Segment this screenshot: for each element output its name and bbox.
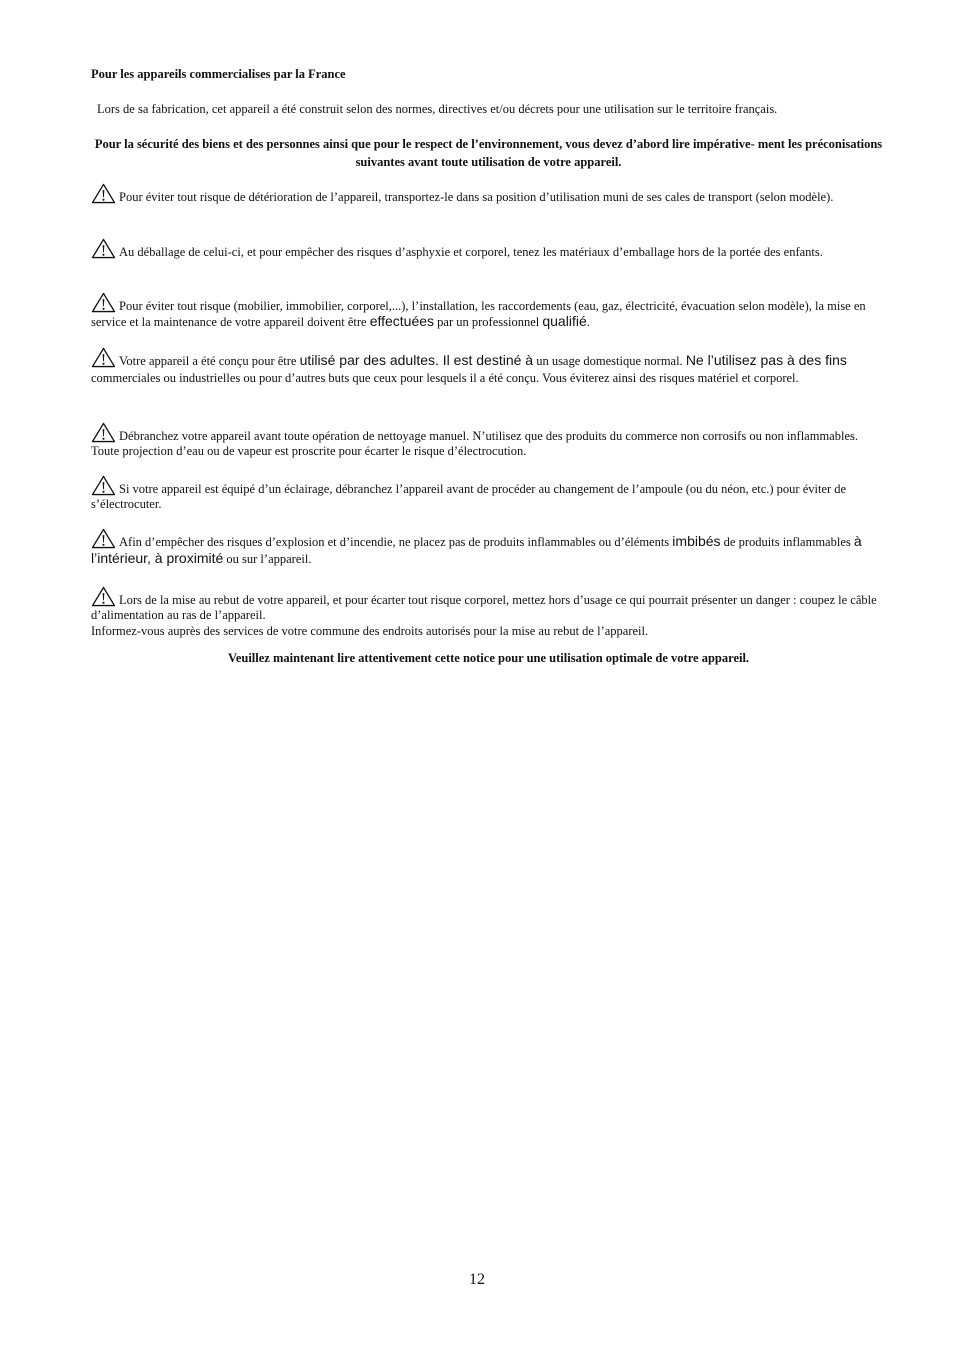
warning-text-emph: effectuées [369,312,435,329]
intro-paragraph: Lors de sa fabrication, cet appareil a été construit selon des normes, directives et/ou décrets pour une utilisation sur le territoire français. [97,102,778,116]
warning-text: . [586,314,590,329]
warning-text: Afin d’empêcher des risques d’explosion et d’incendie, ne placez pas de produits inflammables ou d’éléments [119,535,673,549]
warning-text-emph: utilisé par des adultes. Il est destiné à [299,352,534,368]
warning-text: Si votre appareil est équipé d’un éclairage, débranchez l’appareil avant de procéder au changement de l’ampoule (ou du néon, etc.) pour éviter de s’électrocuter. [91,482,847,511]
warning-text: Débranchez votre appareil avant toute opération de nettoyage manuel. N’utilisez que des produits du commerce non corrosifs ou non inflammables. Toute projection d’eau ou de vapeur est proscrite pour écarter le risque d’électrocution. [91,429,858,458]
warning-text: Au déballage de celui-ci, et pour empêcher des risques d’asphyxie et corporel, tenez les matériaux d’emballage hors de la portée des enfants. [119,245,823,259]
warning-text: de produits inflammables [720,535,854,549]
warning-triangle-icon [91,292,116,313]
warning-text-emph: à l’intérieur, à proximité [91,533,862,566]
warning-triangle-icon [91,475,116,496]
page-number: 12 [469,1271,485,1288]
warning-text-emph: Ne l’utilisez pas à des fins [685,352,847,368]
warning-triangle-icon [91,347,116,368]
warning-text-emph: qualifié [542,312,587,329]
warning-installation [91,292,883,329]
warning-usage [91,347,883,387]
warning-disposal [91,586,883,639]
warning-text: Pour éviter tout risque (mobilier, immobilier, corporel,...), l’installation, les raccordements (eau, gaz, électricité, évacuation selon modèle), la mise en service et la maintenance de votre appareil doivent être [91,299,866,329]
warning-triangle-icon [91,528,116,549]
warning-triangle-icon [91,238,116,259]
section-heading: Pour les appareils commercialises par la France [91,67,346,81]
warning-text: un usage domestique normal. [533,354,686,368]
warning-text: Lors de la mise au rebut de votre appareil, et pour écarter tout risque corporel, mettez hors d’usage ce qui pourrait présenter un danger : coupez le câble d’alimentation au ras de l’appareil. [91,593,877,622]
important-notice: Pour la sécurité des biens et des personnes ainsi que pour le respect de l’environnement, vous devez d’abord lire impérative- ment les préconisations suivantes avant toute utilisation de votre appareil. [94,137,883,169]
warning-cleaning [91,422,883,458]
disposal-info: Informez-vous auprès des services de votre commune des endroits autorisés pour la mise au rebut de l’appareil. [91,624,649,638]
warning-text: Pour éviter tout risque de détérioration de l’appareil, transportez-le dans sa position d’utilisation muni de ses cales de transport (selon modèle). [119,190,834,204]
warning-triangle-icon [91,586,116,607]
warning-text: par un professionnel [434,314,543,329]
warning-text-emph: imbibés [672,533,721,549]
warning-text: Votre appareil a été conçu pour être [119,354,300,368]
warning-explosion [91,528,883,567]
warning-lighting [91,475,883,511]
warning-triangle-icon [91,422,116,443]
warning-transport [91,183,883,205]
warning-text: commerciales ou industrielles ou pour d’autres buts que ceux pour lesquels il a été conçu. Vous éviterez ainsi des risques matériel et corporel. [91,371,799,385]
warning-triangle-icon [91,183,116,204]
closing-notice: Veuillez maintenant lire attentivement cette notice pour une utilisation optimale de votre appareil. [227,651,750,665]
warning-packaging [91,238,883,260]
warning-text: ou sur l’appareil. [223,552,312,566]
